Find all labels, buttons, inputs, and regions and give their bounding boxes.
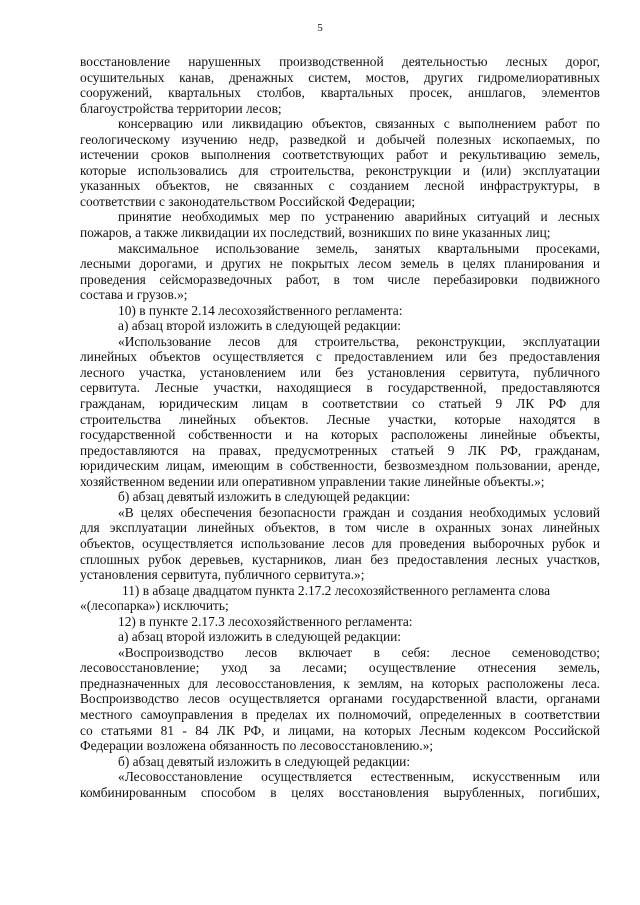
text-line: государственной собственности и на которых расположены линейные объекты, (80, 427, 600, 443)
page-number: 5 (317, 22, 323, 34)
text-line: установления сервитута, публичного сервитута.»; (80, 567, 365, 583)
text-line: хозяйственном ведении или оперативном управлении такие линейные объекты.»; (80, 473, 545, 489)
text-line: комбинированным способом в целях восстановления вырубленных, погибших, (80, 784, 600, 800)
text-line: объектов, осуществляется использование лесов для проведения выборочных рубок и (80, 535, 600, 551)
text-line: Воспроизводство лесов осуществляется органами государственной власти, органами (80, 691, 600, 707)
text-line: местного самоуправления в пределах их полномочий, определенных в соответствии (80, 706, 600, 722)
text-line: а) абзац второй изложить в следующей редакции: (118, 629, 402, 645)
text-line: лесовосстановление; уход за лесами; осуществление отнесения земель, (80, 660, 600, 676)
text-line: «В целях обеспечения безопасности граждан и создания необходимых условий (118, 504, 600, 520)
text-line: указанных объектов, не связанных с созданием лесной инфраструктуры, в (80, 178, 600, 194)
text-line: линейных объектов осуществляется с предоставлением или без предоставления (80, 349, 600, 365)
text-line: «Лесовосстановление осуществляется естественным, искусственным или (118, 769, 600, 785)
text-line: соответствии с законодательством Российской Федерации; (80, 193, 416, 209)
text-line: проведения сейсморазведочных работ, в том числе перебазировки подвижного (80, 271, 600, 287)
text-line: истечении сроков выполнения соответствующих работ и рекультивацию земель, (80, 147, 600, 163)
text-line: Федерации возложена обязанность по лесовосстановлению.»; (80, 738, 434, 754)
document-body (80, 54, 600, 800)
text-line: благоустройства территории лесов; (80, 100, 282, 116)
text-line: «Воспроизводство лесов включает в себя: лесное семеноводство; (118, 644, 600, 660)
text-line: гражданам, юридическим лицам в соответствии со статьей 9 ЛК РФ для (80, 396, 600, 412)
text-line: со статьями 81 - 84 ЛК РФ, и лицами, на которых Лесным кодексом Российской (80, 722, 600, 738)
text-line: осушительных канав, дренажных систем, мостов, других гидромелиоративных (80, 69, 600, 85)
text-line: пожаров, а также ликвидации их последствий, возникших по вине указанных лиц; (80, 225, 551, 241)
text-line: строительства линейных объектов. Лесные участки, которые находятся в (80, 411, 600, 427)
text-line: юридическим лицам, имеющим в собственности, безвозмездном пользовании, аренде, (80, 458, 600, 474)
text-line: геологическому изучению недр, разведкой и добычей полезных ископаемых, по (80, 131, 600, 147)
text-line: «Использование лесов для строительства, реконструкции, эксплуатации (118, 333, 600, 349)
text-line: консервацию или ликвидацию объектов, связанных с выполнением работ по (118, 116, 600, 132)
text-line: 12) в пункте 2.17.3 лесохозяйственного регламента: (118, 613, 413, 629)
text-line: 10) в пункте 2.14 лесохозяйственного регламента: (118, 302, 403, 318)
text-line: предназначенных для лесовосстановления, к землям, на которых расположены леса. (80, 675, 600, 691)
text-line: 11) в абзаце двадцатом пункта 2.17.2 лесохозяйственного регламента слова (122, 582, 551, 598)
text-line: б) абзац девятый изложить в следующей редакции: (118, 753, 411, 769)
text-line: «(лесопарка») исключить; (80, 598, 229, 614)
text-line: а) абзац второй изложить в следующей редакции: (118, 318, 402, 334)
text-line: принятие необходимых мер по устранению аварийных ситуаций и лесных (118, 209, 600, 225)
text-line: сервитута. Лесные участки, находящиеся в государственной, предоставляются (80, 380, 600, 396)
text-line: лесного участка, установлением или без установления сервитута, публичного (80, 364, 600, 380)
text-line: которые использовались для строительства, реконструкции и (или) эксплуатации (80, 162, 600, 178)
text-line: восстановление нарушенных производственной деятельностью лесных дорог, (80, 54, 600, 69)
text-line: сплошных рубок деревьев, кустарников, лиан без предоставления лесных участков, (80, 551, 600, 567)
text-line: сооружений, квартальных столбов, квартальных просек, аншлагов, элементов (80, 85, 600, 101)
text-line: максимальное использование земель, занятых квартальными просеками, (118, 240, 600, 256)
text-line: состава и грузов.»; (80, 287, 188, 303)
text-line: для эксплуатации линейных объектов, в том числе в охранных зонах линейных (80, 520, 600, 536)
text-line: предоставляются на правах, предусмотренных статьей 9 ЛК РФ, гражданам, (80, 442, 600, 458)
text-line: б) абзац девятый изложить в следующей редакции: (118, 489, 411, 505)
text-line: лесными дорогами, и других не покрытых лесом земель в целях планирования и (80, 256, 600, 272)
